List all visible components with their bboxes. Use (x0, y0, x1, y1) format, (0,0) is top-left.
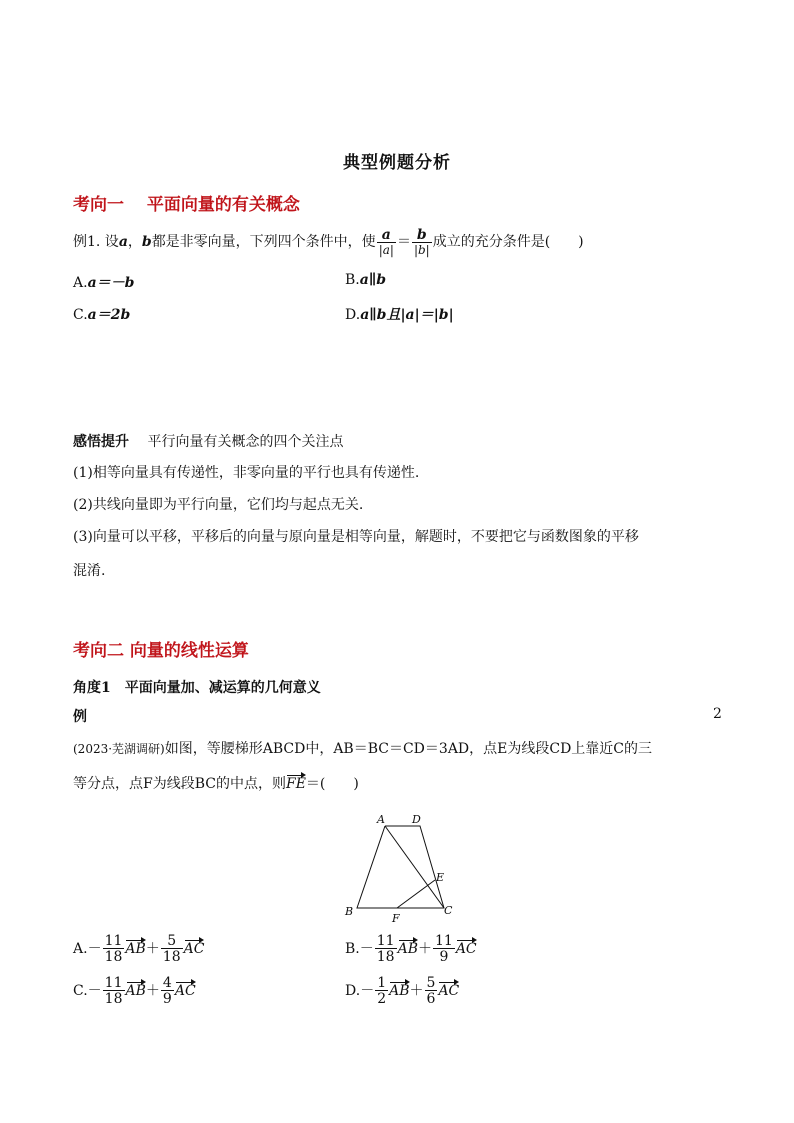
fraction-a: $\frac{a}{|a|}$ (378, 227, 394, 257)
example2-label: 例 (73, 709, 87, 725)
angle1-heading: 角度1 平面向量加、减运算的几何意义 (73, 680, 321, 696)
option2-c: C.－ $\frac{11}{18}$ AB＋ $\frac{4}{9}$ AC (73, 975, 196, 1007)
insight-point-3-cont: 混淆. (73, 563, 106, 579)
insight-point-2: (2)共线向量即为平行向量，它们均与起点无关. (73, 497, 364, 513)
option2-b: B.－ $\frac{11}{18}$ AB＋ $\frac{11}{9}$ AC (345, 933, 477, 965)
option-a: A.a＝－b (73, 275, 135, 291)
insight-heading: 感悟提升 平行向量有关概念的四个关注点 (73, 434, 344, 450)
option-b: B.a∥b (345, 272, 387, 288)
trapezoid-figure (340, 810, 460, 925)
insight-label: 感悟提升 (73, 434, 129, 450)
example1-label: 例1. 设 (73, 234, 119, 250)
option2-d: D.－ $\frac{1}{2}$ AB＋ $\frac{5}{6}$ AC (345, 975, 460, 1007)
section1-heading: 考向一 平面向量的有关概念 (73, 195, 300, 215)
label-D: D (412, 813, 421, 826)
example2-source: (2023·芜湖调研) (73, 742, 165, 756)
example2-line2: 等分点，点F为线段BC的中点，则FE＝( ) (73, 772, 359, 793)
page-title: 典型例题分析 (343, 153, 451, 173)
option-c: C.a＝2b (73, 307, 131, 323)
label-A: A (377, 813, 385, 826)
example2-number: 2 (713, 706, 722, 722)
label-E: E (436, 871, 445, 884)
option2-a: A.－ $\frac{11}{18}$ AB＋ $\frac{5}{18}$ AC (73, 933, 205, 965)
example1-stem: 例1. 设a，b都是非零向量，下列四个条件中，使 $\frac{a}{|a|}$ ＝ $\frac{b}{|b|}$ 成立的充分条件是( ) (73, 227, 584, 257)
insight-point-3: (3)向量可以平移，平移后的向量与原向量是相等向量，解题时，不要把它与函数图象的平移 (73, 529, 639, 545)
option-d: D.a∥b且|a|＝|b| (345, 307, 454, 323)
label-B: B (345, 905, 354, 918)
fraction-b: $\frac{b}{|b|}$ (413, 227, 430, 257)
label-C: C (444, 904, 453, 917)
insight-point-1: (1)相等向量具有传递性，非零向量的平行也具有传递性. (73, 465, 420, 481)
trapezoid-outline (357, 826, 444, 908)
segment-FE (397, 880, 435, 908)
example2-line1: (2023·芜湖调研)如图，等腰梯形ABCD中，AB＝BC＝CD＝3AD，点E为线段CD上靠近C的三 (73, 741, 653, 757)
section2-heading: 考向二 向量的线性运算 (73, 641, 249, 661)
vector-FE: FE (286, 772, 306, 792)
label-F: F (392, 912, 400, 925)
